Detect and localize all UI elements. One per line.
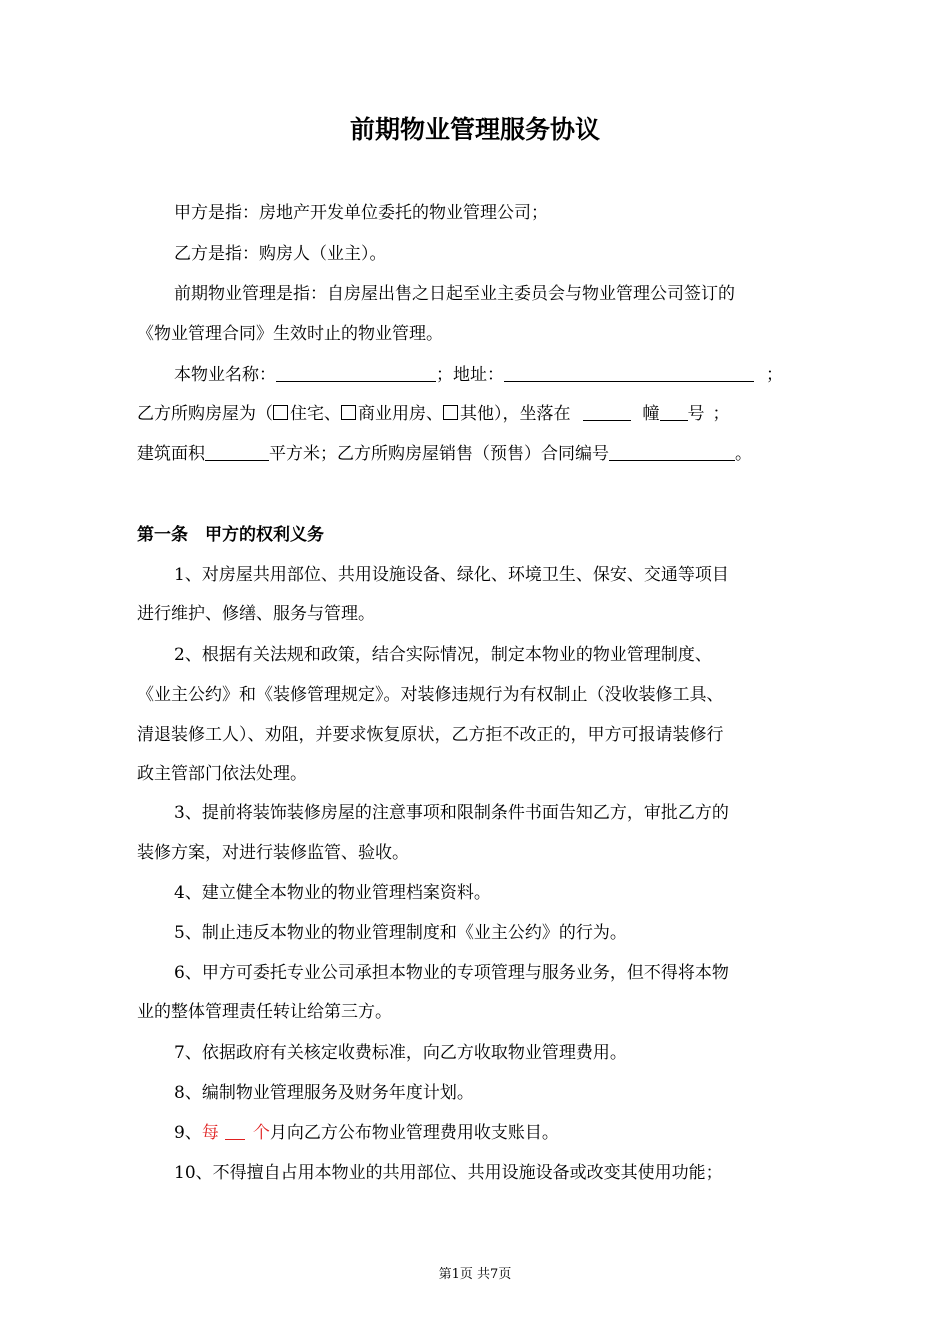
property-name-label: 本物业名称： [174, 365, 276, 385]
property-name-blank[interactable] [276, 363, 436, 382]
address-label: ；地址： [436, 365, 504, 385]
area-blank[interactable] [205, 442, 269, 461]
area-line-end: 。 [735, 444, 752, 464]
house-type-line [137, 401, 817, 427]
residence-label: 住宅、 [290, 404, 341, 424]
document-title: 前期物业管理服务协议 [349, 115, 600, 144]
months-blank[interactable] [225, 1121, 245, 1140]
property-name-line [174, 362, 817, 388]
item-9 [174, 1120, 817, 1146]
item-9-red-text-1: 每 [201, 1123, 219, 1143]
house-type-end: ； [712, 404, 730, 424]
area-unit-text: 平方米；乙方所购房屋销售（预售）合同编号 [269, 444, 609, 464]
area-label: 建筑面积 [137, 444, 205, 464]
commercial-checkbox[interactable] [341, 405, 356, 420]
commercial-label: 商业用房、 [358, 404, 443, 424]
item-2-line-1: 2、根据有关法规和政策，结合实际情况，制定本物业的物业管理制度、 [174, 645, 712, 665]
house-type-prefix: 乙方所购房屋为（ [137, 404, 273, 424]
definition-line-2: 《物业管理合同》生效时止的物业管理。 [137, 324, 443, 344]
item-9-red-text-2: 个 [252, 1123, 270, 1143]
building-label: 幢 [642, 404, 660, 424]
address-blank[interactable] [504, 363, 754, 382]
item-2-line-4: 政主管部门依法处理。 [137, 764, 307, 784]
item-9-prefix: 9、 [174, 1123, 202, 1143]
item-8: 8、编制物业管理服务及财务年度计划。 [174, 1083, 474, 1103]
other-checkbox[interactable] [443, 405, 458, 420]
item-9-highlight [202, 1123, 270, 1143]
item-6-line-1: 6、甲方可委托专业公司承担本物业的专项管理与服务业务，但不得将本物 [174, 963, 729, 983]
number-label: 号 [687, 404, 705, 424]
item-1-line-1: 1、对房屋共用部位、共用设施设备、绿化、环境卫生、保安、交通等项目 [174, 565, 729, 585]
item-2-line-3: 清退装修工人）、劝阻，并要求恢复原状，乙方拒不改正的，甲方可报请装修行 [137, 725, 724, 745]
item-1-line-2: 进行维护、修缮、服务与管理。 [137, 604, 375, 624]
party-a-definition: 甲方是指：房地产开发单位委托的物业管理公司； [174, 203, 548, 223]
item-3-line-2: 装修方案，对进行装修监管、验收。 [137, 843, 409, 863]
party-b-definition: 乙方是指：购房人（业主）。 [174, 244, 387, 264]
item-7: 7、依据政府有关核定收费标准，向乙方收取物业管理费用。 [174, 1043, 627, 1063]
building-number-blank[interactable] [660, 402, 688, 421]
item-5: 5、制止违反本物业的物业管理制度和《业主公约》的行为。 [174, 923, 627, 943]
definition-line-1: 前期物业管理是指：自房屋出售之日起至业主委员会与物业管理公司签订的 [174, 284, 735, 304]
location-blank[interactable] [583, 402, 631, 421]
contract-number-blank[interactable] [609, 442, 735, 461]
item-9-rest: 月向乙方公布物业管理费用收支账目。 [269, 1123, 559, 1143]
item-10: 10、不得擅自占用本物业的共用部位、共用设施设备或改变其使用功能； [174, 1163, 723, 1183]
item-2-line-2: 《业主公约》和《装修管理规定》。对装修违规行为有权制止（没收装修工具、 [137, 685, 724, 705]
address-end: ； [766, 365, 783, 385]
section-1-heading: 第一条 甲方的权利义务 [137, 525, 324, 545]
other-label: 其他），坐落在 [460, 404, 571, 424]
residence-checkbox[interactable] [273, 405, 288, 420]
item-4: 4、建立健全本物业的物业管理档案资料。 [174, 883, 491, 903]
page-footer: 第1页 共7页 [438, 1267, 512, 1282]
area-line [137, 441, 817, 467]
item-3-line-1: 3、提前将装饰装修房屋的注意事项和限制条件书面告知乙方，审批乙方的 [174, 803, 729, 823]
item-6-line-2: 业的整体管理责任转让给第三方。 [137, 1002, 392, 1022]
